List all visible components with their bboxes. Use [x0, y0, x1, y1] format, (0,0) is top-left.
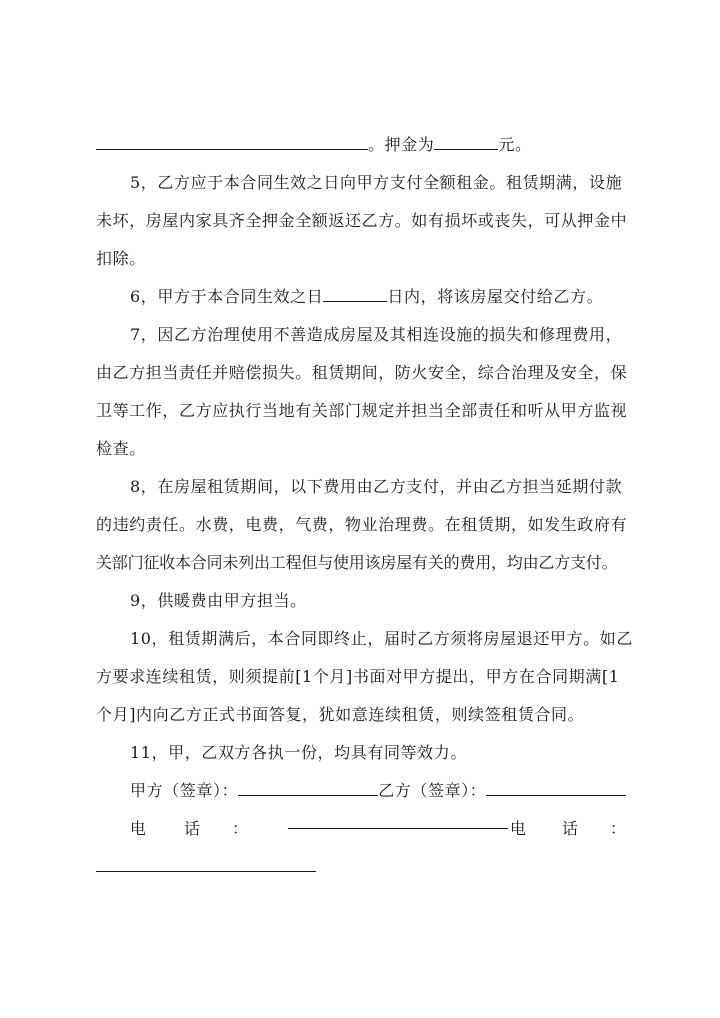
clause-7-line-3: 卫等工作，乙方应执行当地有关部门规定并担当全部责任和听从甲方监视 — [96, 401, 628, 420]
clause-11-line: 11，甲，乙双方各执一份，均具有同等效力。 — [130, 743, 467, 762]
party-a-sign-blank — [238, 775, 378, 796]
clause-5-line-2: 未坏，房屋内家具齐全押金全额返还乙方。如有损坏或丧失，可从押金中 — [96, 211, 628, 230]
rent-blank — [96, 129, 368, 150]
contract-body — [96, 128, 633, 886]
clause-7-line-2: 由乙方担当责任并赔偿损失。租赁期间，防火安全，综合治理及安全，保 — [96, 363, 628, 382]
deposit-unit: 元。 — [498, 135, 532, 154]
clause-10-line-3: 个月]内向乙方正式书面答复，犹如意连续租赁，则续签租赁合同。 — [96, 705, 585, 724]
tel-b-colon: ： — [610, 819, 627, 838]
clause-7-line-1: 7，因乙方治理使用不善造成房屋及其相连设施的损失和修理费用， — [130, 325, 623, 344]
tel-a-colon: ： — [232, 819, 249, 838]
tel-b-blank-line — [96, 848, 630, 886]
clause-6-pre: 6，甲方于本合同生效之日 — [130, 287, 324, 306]
clause-6-post: 日内，将该房屋交付给乙方。 — [387, 287, 604, 306]
clause-6-line — [96, 278, 630, 316]
clause-10-line-2: 方要求连续租赁，则须提前[1个月]书面对甲方提出，甲方在合同期满[1 — [96, 667, 620, 686]
party-b-sign-blank — [486, 775, 626, 796]
tel-b-char-1: 电 — [510, 819, 527, 838]
clause-8-line-2: 的违约责任。水费，电费，气费，物业治理费。在租赁期，如发生政府有 — [96, 515, 628, 534]
tel-b-char-2: 话 — [562, 819, 579, 838]
clause-10-line-1: 10，租赁期满后，本合同即终止，届时乙方须将房屋退还甲方。如乙 — [130, 629, 633, 648]
clause-8-line-3: 关部门征收本合同未列出工程但与使用该房屋有关的费用，均由乙方支付。 — [96, 553, 618, 572]
deposit-line — [96, 126, 630, 164]
clause-8-line-1: 8，在房屋租赁期间，以下费用由乙方支付，并由乙方担当延期付款 — [130, 477, 623, 496]
clause-9-line: 9，供暖费由甲方担当。 — [130, 591, 307, 610]
clause-7-line-4: 检查。 — [96, 439, 146, 458]
deposit-label: 。押金为 — [368, 135, 435, 154]
tel-a-char-1: 电 — [130, 819, 147, 838]
clause-5-line-3: 扣除。 — [96, 249, 146, 268]
signature-line — [96, 772, 630, 810]
handover-days-blank — [323, 281, 387, 302]
telephone-line — [96, 810, 630, 848]
clause-5-line-1: 5，乙方应于本合同生效之日向甲方支付全额租金。租赁期满，设施 — [130, 173, 623, 192]
deposit-amount-blank — [434, 129, 498, 150]
tel-b-blank — [96, 851, 316, 872]
tel-a-blank — [288, 808, 508, 829]
party-a-sign-label: 甲方（签章）： — [130, 781, 239, 800]
party-b-sign-label: 乙方（签章）： — [378, 781, 487, 800]
tel-a-char-2: 话 — [184, 819, 201, 838]
